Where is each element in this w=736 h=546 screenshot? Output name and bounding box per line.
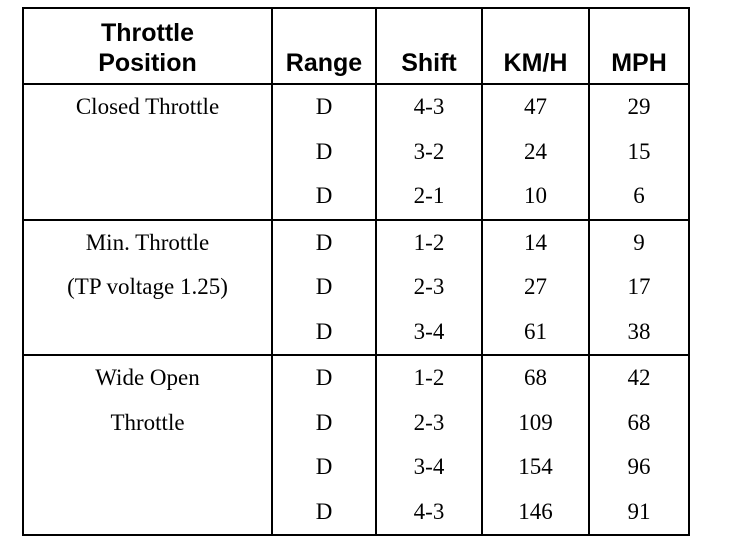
- header-mph: MPH: [589, 8, 689, 84]
- kmh-cell: 47: [482, 84, 589, 130]
- header-throttle-position-line-2: Position: [98, 49, 197, 77]
- mph-cell: 15: [589, 130, 689, 175]
- shift-cell: 4-3: [376, 490, 482, 536]
- shift-cell: 1-2: [376, 220, 482, 266]
- throttle-position-line: Throttle: [110, 409, 185, 435]
- kmh-cell: 109: [482, 401, 589, 446]
- throttle-position-line: Closed Throttle: [75, 94, 220, 119]
- shift-cell: 2-3: [376, 401, 482, 446]
- mph-cell: 91: [589, 490, 689, 536]
- shift-speed-table: [22, 7, 690, 536]
- kmh-cell: 68: [482, 355, 589, 401]
- range-cell: D: [272, 401, 376, 446]
- range-cell: D: [272, 310, 376, 356]
- table-row: [23, 84, 689, 130]
- range-cell: D: [272, 174, 376, 220]
- header-throttle-position-line-1: Throttle: [100, 19, 195, 47]
- shift-cell: 3-4: [376, 445, 482, 490]
- kmh-cell: 27: [482, 265, 589, 310]
- kmh-cell: 10: [482, 174, 589, 220]
- kmh-cell: 146: [482, 490, 589, 536]
- kmh-cell: 14: [482, 220, 589, 266]
- mph-cell: 96: [589, 445, 689, 490]
- range-cell: D: [272, 84, 376, 130]
- range-cell: D: [272, 355, 376, 401]
- header-shift: Shift: [376, 8, 482, 84]
- kmh-cell: 154: [482, 445, 589, 490]
- kmh-cell: 61: [482, 310, 589, 356]
- range-cell: D: [272, 490, 376, 536]
- table-row: [23, 355, 689, 401]
- table-row: [23, 220, 689, 266]
- mph-cell: 9: [589, 220, 689, 266]
- throttle-position-line: Min. Throttle: [85, 229, 210, 255]
- range-cell: D: [272, 445, 376, 490]
- mph-cell: 68: [589, 401, 689, 446]
- header-throttle-position: [23, 8, 272, 84]
- mph-cell: 6: [589, 174, 689, 220]
- throttle-position-cell: [23, 355, 272, 535]
- range-cell: D: [272, 265, 376, 310]
- mph-cell: 42: [589, 355, 689, 401]
- throttle-position-line: Wide Open: [95, 365, 200, 390]
- throttle-position-line: (TP voltage 1.25): [67, 274, 228, 299]
- table-body: [23, 84, 689, 535]
- mph-cell: 17: [589, 265, 689, 310]
- throttle-position-cell: [23, 84, 272, 220]
- shift-cell: 1-2: [376, 355, 482, 401]
- mph-cell: 29: [589, 84, 689, 130]
- header-range: Range: [272, 8, 376, 84]
- throttle-position-cell: [23, 220, 272, 356]
- header-kmh: KM/H: [482, 8, 589, 84]
- range-cell: D: [272, 220, 376, 266]
- shift-cell: 2-1: [376, 174, 482, 220]
- header-row: [23, 8, 689, 84]
- shift-cell: 3-2: [376, 130, 482, 175]
- mph-cell: 38: [589, 310, 689, 356]
- shift-cell: 3-4: [376, 310, 482, 356]
- range-cell: D: [272, 130, 376, 175]
- shift-cell: 4-3: [376, 84, 482, 130]
- shift-cell: 2-3: [376, 265, 482, 310]
- kmh-cell: 24: [482, 130, 589, 175]
